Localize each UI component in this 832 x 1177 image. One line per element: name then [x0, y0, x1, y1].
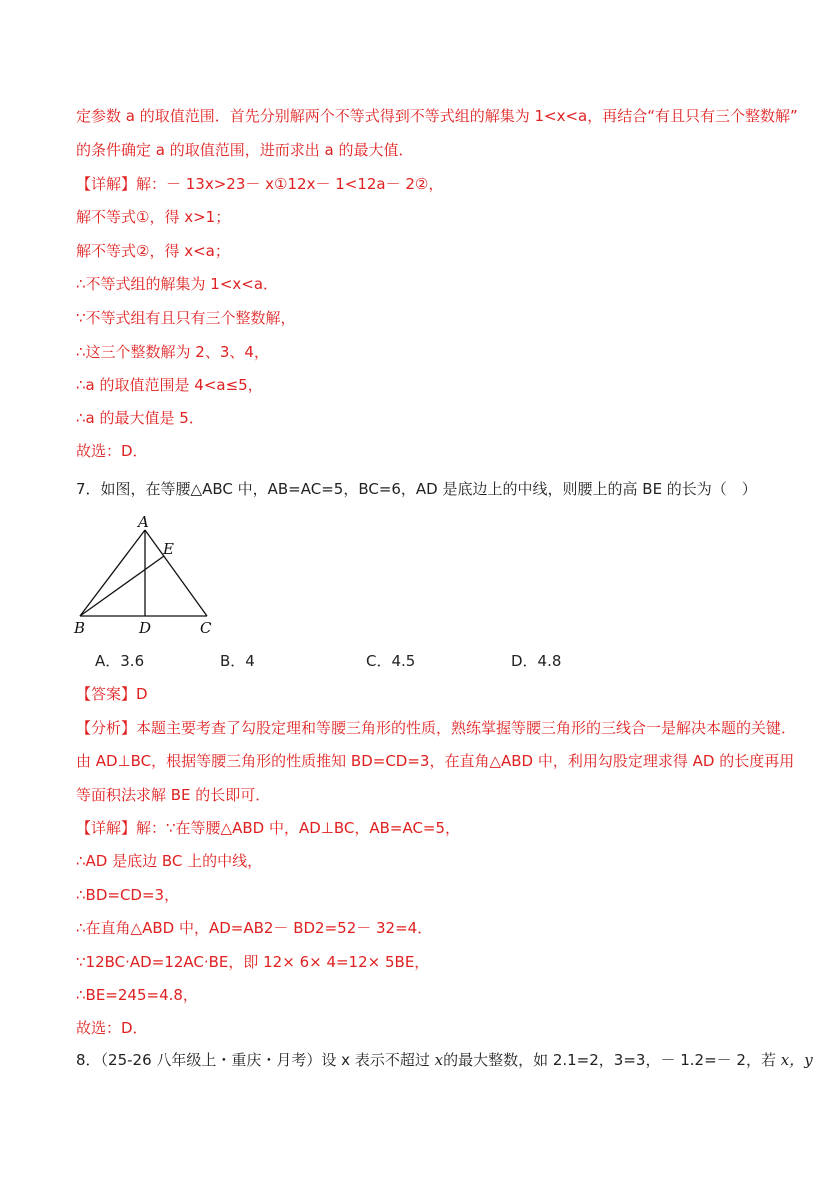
solution-step: ∴a 的取值范围是 4<a≤5，: [76, 376, 263, 394]
side-ab: [80, 530, 145, 616]
label-e: E: [163, 540, 174, 558]
q8-vars-xy: x，y: [780, 1051, 813, 1069]
altitude-be: [80, 556, 164, 616]
q8-stem-mid: 的最大整数，如 2.1=2，3=3，－ 1.2=－ 2，若: [443, 1051, 781, 1069]
solution-step: ∴a 的最大值是 5．: [76, 409, 204, 427]
solution-step: ∴AD 是底边 BC 上的中线，: [76, 852, 263, 870]
label-b: B: [74, 619, 86, 637]
label-d: D: [139, 619, 152, 637]
label-c: C: [200, 619, 212, 637]
analysis-continuation-1: 定参数 a 的取值范围．首先分别解两个不等式得到不等式组的解集为 1<x<a，再结合“有且只有三个整数解”: [76, 107, 798, 125]
solution-step: 解不等式②，得 x<a；: [76, 242, 230, 260]
detail-heading: 【详解】解：－ 13x>23－ x①12x－ 1<12a－ 2②，: [76, 175, 444, 193]
question-8-stem: [76, 1049, 813, 1071]
triangle-figure: [70, 512, 220, 640]
label-a: A: [138, 513, 149, 531]
analysis-line-1: 【分析】本题主要考查了勾股定理和等腰三角形的性质，熟练掌握等腰三角形的三线合一是解决本题的关键．: [76, 719, 797, 737]
solution-step: ∴BE=245=4.8，: [76, 986, 198, 1004]
option-a[interactable]: A．3.6: [95, 652, 145, 670]
detail-heading-q7: 【详解】解：∵在等腰△ABD 中，AD⊥BC，AB=AC=5，: [76, 819, 461, 837]
solution-step: ∵不等式组有且只有三个整数解，: [76, 309, 296, 327]
option-d[interactable]: D．4.8: [511, 652, 562, 670]
answer-line: 【答案】D: [76, 685, 148, 703]
analysis-continuation-2: 的条件确定 a 的取值范围，进而求出 a 的最大值．: [76, 141, 414, 159]
solution-step: 解不等式①，得 x>1；: [76, 208, 231, 226]
solution-step: ∴不等式组的解集为 1<x<a．: [76, 275, 279, 293]
solution-step: ∵12BC·AD=12AC·BE，即 12× 6× 4=12× 5BE，: [76, 953, 430, 971]
question-7-stem: 7．如图，在等腰△ABC 中，AB=AC=5，BC=6，AD 是底边上的中线，则腰上的高 BE 的长为（ ）: [76, 480, 757, 498]
solution-step: ∴在直角△ABD 中，AD=AB2－ BD2=52－ 32=4．: [76, 919, 433, 937]
side-ac: [145, 530, 207, 616]
q8-stem-prefix: 8．（25-26 八年级上・重庆・月考）设 x 表示不超过: [76, 1051, 435, 1069]
solution-choice: 故选：D．: [76, 1019, 148, 1037]
analysis-line-2: 由 AD⊥BC，根据等腰三角形的性质推知 BD=CD=3，在直角△ABD 中，利用勾股定理求得 AD 的长度再用: [76, 752, 795, 770]
option-c[interactable]: C．4.5: [366, 652, 416, 670]
solution-step: ∴这三个整数解为 2、3、4，: [76, 343, 269, 361]
solution-choice: 故选：D．: [76, 442, 148, 460]
q8-var-x: x: [434, 1051, 444, 1069]
solution-step: ∴BD=CD=3，: [76, 886, 180, 904]
option-b[interactable]: B．4: [220, 652, 255, 670]
analysis-line-3: 等面积法求解 BE 的长即可．: [76, 786, 271, 804]
